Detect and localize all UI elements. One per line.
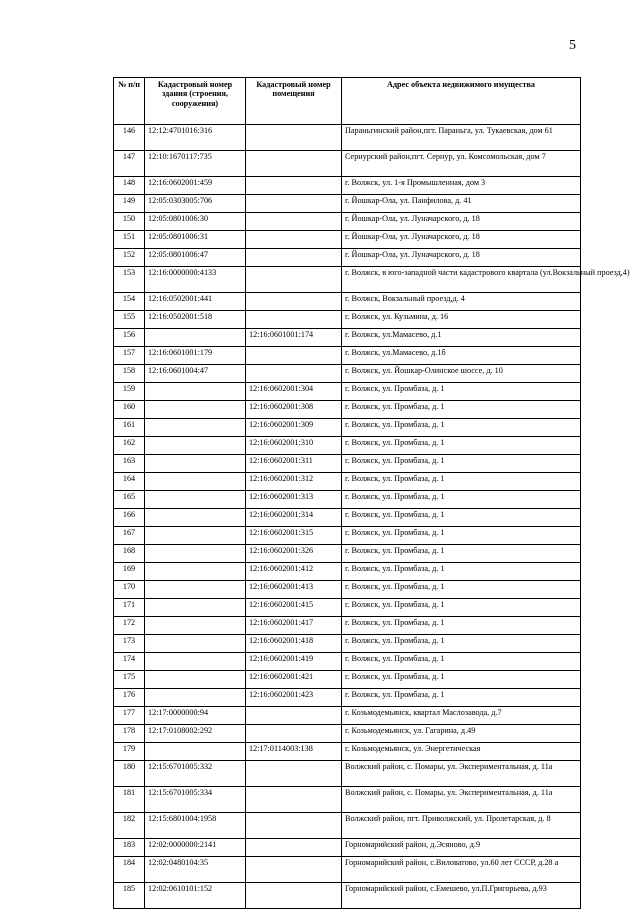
table-row	[114, 383, 581, 401]
address-cell: г. Волжск, ул. Промбаза, д. 1	[342, 509, 581, 527]
row-num-cell: 159	[114, 383, 145, 401]
table-row	[114, 419, 581, 437]
row-num-cell: 155	[114, 311, 145, 329]
table-row	[114, 725, 581, 743]
row-num-cell: 180	[114, 761, 145, 787]
room-cadastral-cell	[246, 883, 342, 909]
address-cell: г. Волжск, ул. Промбаза, д. 1	[342, 419, 581, 437]
table-row	[114, 267, 581, 293]
row-num-cell: 156	[114, 329, 145, 347]
address-cell: г. Козьмодемьянск, ул. Гагарина, д.49	[342, 725, 581, 743]
row-num-cell: 178	[114, 725, 145, 743]
row-num-cell: 164	[114, 473, 145, 491]
table-header-row	[114, 78, 581, 125]
address-cell: Горномарийский район, с.Виловатово, ул.60 лет СССР, д.28 а	[342, 857, 581, 883]
room-cadastral-cell: 12:16:0602001:310	[246, 437, 342, 455]
row-num-cell: 173	[114, 635, 145, 653]
row-num-cell: 153	[114, 267, 145, 293]
table-row	[114, 509, 581, 527]
address-cell: г. Волжск, в юго-западной части кадастрового квартала (ул.Вокзальный проезд,4)	[342, 267, 581, 293]
room-cadastral-cell: 12:17:0114003:138	[246, 743, 342, 761]
building-cadastral-cell	[145, 527, 246, 545]
row-num-cell: 163	[114, 455, 145, 473]
address-cell: г. Йошкар-Ола, ул. Панфилова, д. 41	[342, 195, 581, 213]
building-cadastral-cell	[145, 635, 246, 653]
table-row	[114, 787, 581, 813]
room-cadastral-cell: 12:16:0601001:174	[246, 329, 342, 347]
address-cell: Волжский район, с. Помары, ул. Экспериментальная, д. 11а	[342, 761, 581, 787]
table-row	[114, 293, 581, 311]
building-cadastral-cell	[145, 563, 246, 581]
room-cadastral-cell: 12:16:0602001:418	[246, 635, 342, 653]
table-row	[114, 365, 581, 383]
address-cell: г. Волжск, ул. Промбаза, д. 1	[342, 599, 581, 617]
building-cadastral-cell: 12:05:0801006:31	[145, 231, 246, 249]
table-row	[114, 401, 581, 419]
row-num-cell: 162	[114, 437, 145, 455]
row-num-cell: 183	[114, 839, 145, 857]
table-row	[114, 527, 581, 545]
row-num-cell: 166	[114, 509, 145, 527]
table-row	[114, 455, 581, 473]
address-cell: г. Йошкар-Ола, ул. Луначарского, д. 18	[342, 213, 581, 231]
table-row	[114, 653, 581, 671]
address-cell: Волжский район, с. Помары, ул. Экспериментальная, д. 11а	[342, 787, 581, 813]
room-cadastral-cell: 12:16:0602001:311	[246, 455, 342, 473]
address-cell: г. Волжск, ул. Промбаза, д. 1	[342, 689, 581, 707]
room-cadastral-cell	[246, 761, 342, 787]
row-num-cell: 149	[114, 195, 145, 213]
room-cadastral-cell: 12:16:0602001:413	[246, 581, 342, 599]
building-cadastral-cell: 12:02:0480104:35	[145, 857, 246, 883]
row-num-cell: 152	[114, 249, 145, 267]
room-cadastral-cell	[246, 195, 342, 213]
address-cell: г. Волжск, ул. Промбаза, д. 1	[342, 401, 581, 419]
address-cell: Горномарийский район, с.Емешево, ул.П.Григорьева, д.93	[342, 883, 581, 909]
building-cadastral-cell: 12:10:1670117:735	[145, 151, 246, 177]
building-cadastral-cell: 12:16:0000000:4133	[145, 267, 246, 293]
building-cadastral-cell	[145, 383, 246, 401]
row-num-cell: 181	[114, 787, 145, 813]
building-cadastral-cell	[145, 329, 246, 347]
room-cadastral-cell	[246, 347, 342, 365]
building-cadastral-cell: 12:16:0602001:459	[145, 177, 246, 195]
address-cell: г. Волжск, ул. Промбаза, д. 1	[342, 671, 581, 689]
room-cadastral-cell: 12:16:0602001:314	[246, 509, 342, 527]
table-row	[114, 545, 581, 563]
table-row	[114, 311, 581, 329]
room-cadastral-cell	[246, 707, 342, 725]
building-cadastral-cell: 12:16:0601001:179	[145, 347, 246, 365]
row-num-cell: 170	[114, 581, 145, 599]
row-num-cell: 176	[114, 689, 145, 707]
building-cadastral-cell: 12:16:0502001:518	[145, 311, 246, 329]
table-row	[114, 707, 581, 725]
address-cell: г. Волжск, ул. 1-я Промышленная, дом 3	[342, 177, 581, 195]
address-cell: г. Волжск, ул. Промбаза, д. 1	[342, 527, 581, 545]
room-cadastral-cell: 12:16:0602001:312	[246, 473, 342, 491]
row-num-cell: 172	[114, 617, 145, 635]
address-cell: г. Волжск, ул. Промбаза, д. 1	[342, 653, 581, 671]
header-building-cadastral: Кадастровый номер здания (строения, сооружения)	[145, 78, 246, 125]
building-cadastral-cell	[145, 689, 246, 707]
address-cell: г. Козьмодемьянск, ул. Энергетическая	[342, 743, 581, 761]
address-cell: г. Волжск, ул. Кузьмина, д. 16	[342, 311, 581, 329]
table-row	[114, 857, 581, 883]
building-cadastral-cell: 12:15:6701005:332	[145, 761, 246, 787]
building-cadastral-cell	[145, 401, 246, 419]
room-cadastral-cell: 12:16:0602001:423	[246, 689, 342, 707]
table-row	[114, 635, 581, 653]
building-cadastral-cell: 12:17:0000000:94	[145, 707, 246, 725]
address-cell: г. Волжск, ул. Промбаза, д. 1	[342, 383, 581, 401]
address-cell: г. Козьмодемьянск, квартал Маслозавода, д.7	[342, 707, 581, 725]
building-cadastral-cell	[145, 509, 246, 527]
address-cell: Параньгинский район,пгт. Параньга, ул. Тукаевская, дом 61	[342, 125, 581, 151]
building-cadastral-cell	[145, 545, 246, 563]
row-num-cell: 148	[114, 177, 145, 195]
row-num-cell: 147	[114, 151, 145, 177]
address-cell: г. Волжск, Вокзальный проезд,д. 4	[342, 293, 581, 311]
row-num-cell: 157	[114, 347, 145, 365]
room-cadastral-cell	[246, 857, 342, 883]
table-row	[114, 671, 581, 689]
room-cadastral-cell	[246, 813, 342, 839]
building-cadastral-cell: 12:12:4701016:316	[145, 125, 246, 151]
page-number: 5	[569, 38, 576, 53]
table-row	[114, 883, 581, 909]
address-cell: г. Волжск, ул. Промбаза, д. 1	[342, 563, 581, 581]
building-cadastral-cell	[145, 743, 246, 761]
table-row	[114, 177, 581, 195]
room-cadastral-cell	[246, 365, 342, 383]
address-cell: г. Йошкар-Ола, ул. Луначарского, д. 18	[342, 231, 581, 249]
building-cadastral-cell	[145, 581, 246, 599]
address-cell: г. Йошкар-Ола, ул. Луначарского, д. 18	[342, 249, 581, 267]
table-row	[114, 329, 581, 347]
table-row	[114, 347, 581, 365]
table-row	[114, 491, 581, 509]
row-num-cell: 174	[114, 653, 145, 671]
table-row	[114, 249, 581, 267]
address-cell: Сернурский район,пгт. Сернур, ул. Комсомольская, дом 7	[342, 151, 581, 177]
building-cadastral-cell	[145, 671, 246, 689]
room-cadastral-cell: 12:16:0602001:415	[246, 599, 342, 617]
table-row	[114, 839, 581, 857]
row-num-cell: 158	[114, 365, 145, 383]
header-num: № п/п	[114, 78, 145, 125]
address-cell: г. Волжск, ул. Промбаза, д. 1	[342, 491, 581, 509]
row-num-cell: 185	[114, 883, 145, 909]
row-num-cell: 171	[114, 599, 145, 617]
building-cadastral-cell	[145, 653, 246, 671]
building-cadastral-cell	[145, 437, 246, 455]
address-cell: г. Волжск, ул.Мамасево, д.1б	[342, 347, 581, 365]
building-cadastral-cell: 12:15:6801004:1958	[145, 813, 246, 839]
room-cadastral-cell: 12:16:0602001:412	[246, 563, 342, 581]
row-num-cell: 151	[114, 231, 145, 249]
building-cadastral-cell: 12:05:0303005:706	[145, 195, 246, 213]
table-row	[114, 125, 581, 151]
room-cadastral-cell: 12:16:0602001:304	[246, 383, 342, 401]
room-cadastral-cell	[246, 725, 342, 743]
row-num-cell: 161	[114, 419, 145, 437]
address-cell: г. Волжск, ул. Промбаза, д. 1	[342, 455, 581, 473]
building-cadastral-cell	[145, 599, 246, 617]
row-num-cell: 160	[114, 401, 145, 419]
building-cadastral-cell	[145, 491, 246, 509]
building-cadastral-cell	[145, 473, 246, 491]
row-num-cell: 175	[114, 671, 145, 689]
address-cell: г. Волжск, ул. Промбаза, д. 1	[342, 545, 581, 563]
room-cadastral-cell: 12:16:0602001:326	[246, 545, 342, 563]
header-address: Адрес объекта недвижимого имущества	[342, 78, 581, 125]
building-cadastral-cell: 12:17:0108002:292	[145, 725, 246, 743]
row-num-cell: 165	[114, 491, 145, 509]
room-cadastral-cell	[246, 267, 342, 293]
row-num-cell: 179	[114, 743, 145, 761]
table-row	[114, 599, 581, 617]
address-cell: г. Волжск, ул. Промбаза, д. 1	[342, 473, 581, 491]
address-cell: г. Волжск, ул. Промбаза, д. 1	[342, 617, 581, 635]
address-cell: г. Волжск, ул. Промбаза, д. 1	[342, 635, 581, 653]
room-cadastral-cell: 12:16:0602001:421	[246, 671, 342, 689]
room-cadastral-cell	[246, 151, 342, 177]
row-num-cell: 168	[114, 545, 145, 563]
room-cadastral-cell: 12:16:0602001:315	[246, 527, 342, 545]
table-row	[114, 195, 581, 213]
property-table	[113, 77, 630, 909]
building-cadastral-cell	[145, 617, 246, 635]
building-cadastral-cell: 12:02:0610101:152	[145, 883, 246, 909]
building-cadastral-cell: 12:15:6701005:334	[145, 787, 246, 813]
room-cadastral-cell	[246, 125, 342, 151]
building-cadastral-cell	[145, 419, 246, 437]
row-num-cell: 177	[114, 707, 145, 725]
room-cadastral-cell: 12:16:0602001:417	[246, 617, 342, 635]
table-row	[114, 581, 581, 599]
building-cadastral-cell: 12:16:0601004:47	[145, 365, 246, 383]
table-row	[114, 617, 581, 635]
building-cadastral-cell: 12:02:0000000:2141	[145, 839, 246, 857]
table-row	[114, 813, 581, 839]
table-row	[114, 563, 581, 581]
room-cadastral-cell: 12:16:0602001:309	[246, 419, 342, 437]
table-row	[114, 231, 581, 249]
address-cell: г. Волжск, ул. Йошкар-Олинское шоссе, д. 10	[342, 365, 581, 383]
room-cadastral-cell	[246, 249, 342, 267]
room-cadastral-cell	[246, 213, 342, 231]
row-num-cell: 167	[114, 527, 145, 545]
table-row	[114, 437, 581, 455]
table-row	[114, 473, 581, 491]
table-row	[114, 151, 581, 177]
table-row	[114, 213, 581, 231]
room-cadastral-cell: 12:16:0602001:313	[246, 491, 342, 509]
row-num-cell: 146	[114, 125, 145, 151]
row-num-cell: 169	[114, 563, 145, 581]
building-cadastral-cell: 12:05:0801006:47	[145, 249, 246, 267]
address-cell: г. Волжск, ул. Промбаза, д. 1	[342, 581, 581, 599]
row-num-cell: 182	[114, 813, 145, 839]
room-cadastral-cell	[246, 839, 342, 857]
row-num-cell: 154	[114, 293, 145, 311]
row-num-cell: 150	[114, 213, 145, 231]
building-cadastral-cell: 12:16:0502001:441	[145, 293, 246, 311]
table-row	[114, 743, 581, 761]
room-cadastral-cell	[246, 177, 342, 195]
room-cadastral-cell	[246, 293, 342, 311]
row-num-cell: 184	[114, 857, 145, 883]
address-cell: г. Волжск, ул.Мамасево, д.1	[342, 329, 581, 347]
room-cadastral-cell	[246, 231, 342, 249]
building-cadastral-cell	[145, 455, 246, 473]
address-cell: Горномарийский район, д.Эсяново, д.9	[342, 839, 581, 857]
room-cadastral-cell: 12:16:0602001:419	[246, 653, 342, 671]
room-cadastral-cell: 12:16:0602001:308	[246, 401, 342, 419]
address-cell: Волжский район, пгт. Приволжский, ул. Пролетарская, д. 8	[342, 813, 581, 839]
table-row	[114, 761, 581, 787]
table-row	[114, 689, 581, 707]
room-cadastral-cell	[246, 787, 342, 813]
building-cadastral-cell: 12:05:0801006:30	[145, 213, 246, 231]
header-room-cadastral: Кадастровый номер помещения	[246, 78, 342, 125]
address-cell: г. Волжск, ул. Промбаза, д. 1	[342, 437, 581, 455]
room-cadastral-cell	[246, 311, 342, 329]
